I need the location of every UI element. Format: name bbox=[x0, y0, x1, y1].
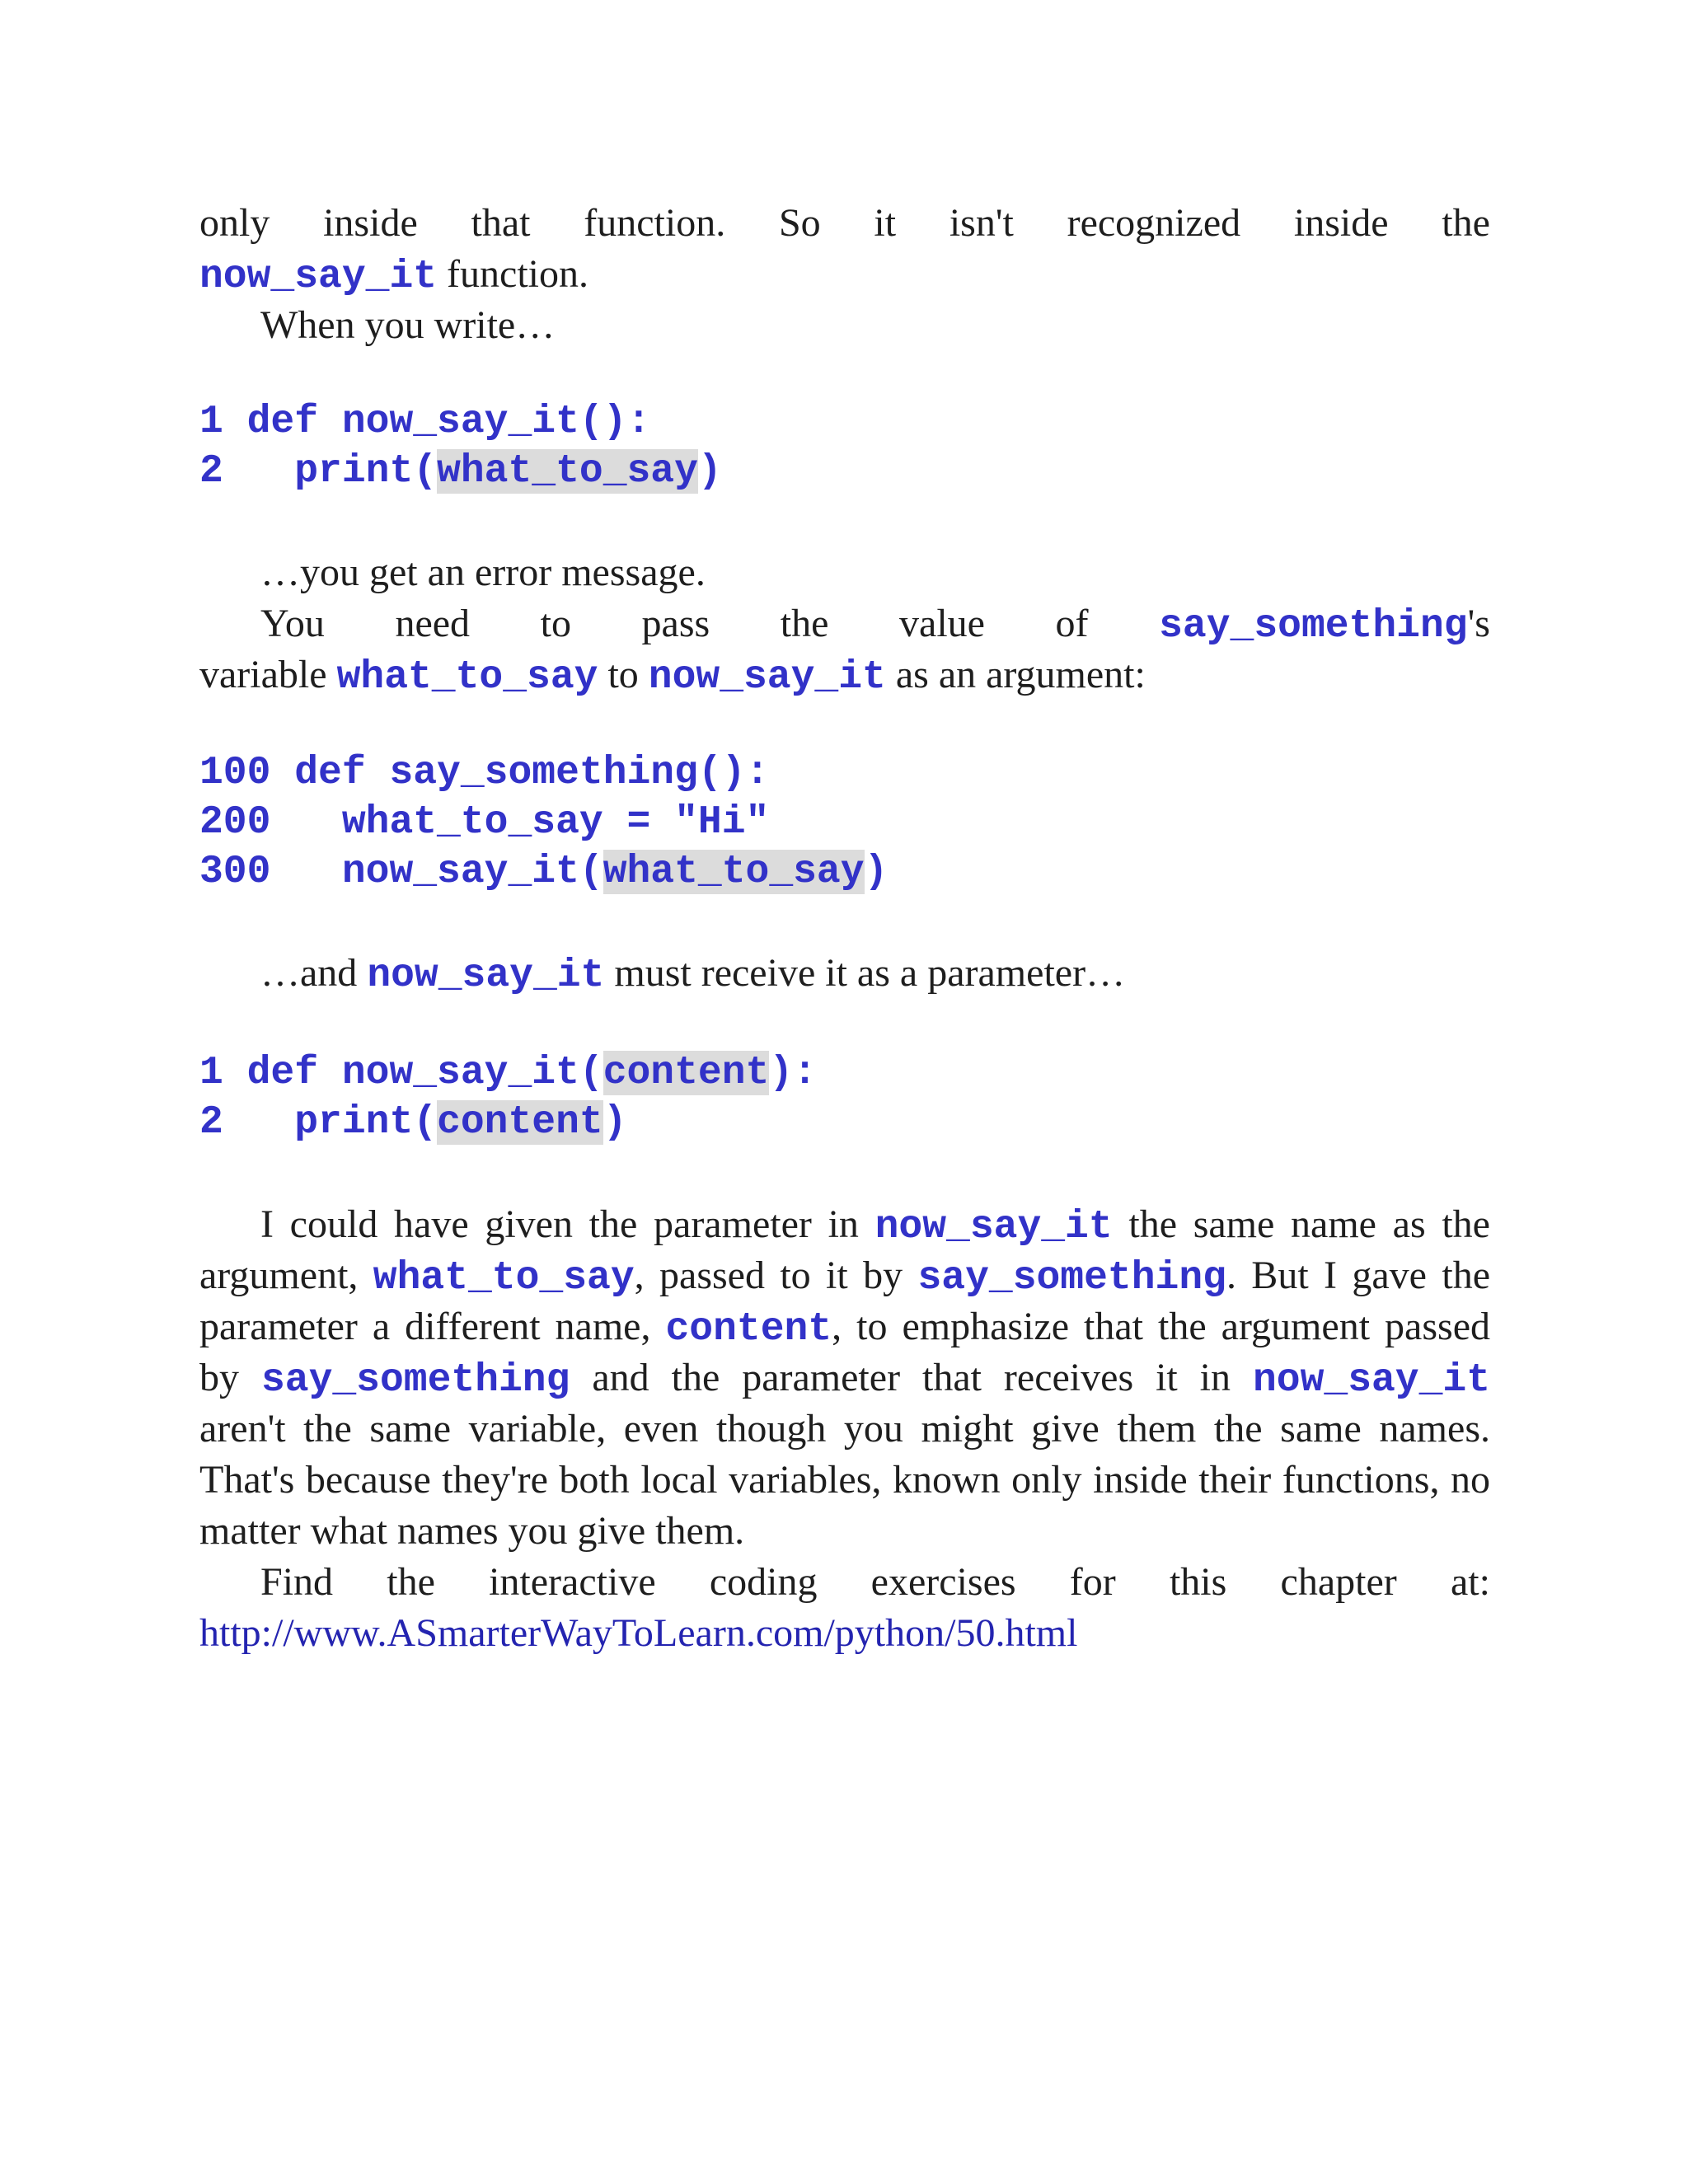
explanation-paragraph bbox=[199, 1199, 1490, 1557]
code-line bbox=[199, 847, 888, 897]
middle-paragraph bbox=[199, 547, 1490, 701]
line-number: 100 bbox=[199, 751, 271, 795]
word: isn't bbox=[949, 201, 1014, 245]
word: value bbox=[899, 602, 985, 645]
word: You bbox=[260, 602, 325, 645]
code-text: ) bbox=[603, 1100, 627, 1145]
find-line bbox=[199, 1557, 1490, 1608]
line-number: 1 bbox=[199, 1051, 223, 1095]
text-span: argument, bbox=[199, 1254, 373, 1297]
inline-code: now_say_it bbox=[874, 1205, 1113, 1249]
inline-code: say_something bbox=[260, 1358, 570, 1403]
when-you-write: When you write… bbox=[260, 303, 556, 347]
code-line bbox=[199, 748, 888, 798]
word: for bbox=[1069, 1560, 1116, 1604]
highlighted-code: what_to_say bbox=[437, 449, 698, 494]
word: Find bbox=[260, 1560, 334, 1604]
code-text: ) bbox=[697, 449, 722, 494]
exercises-link[interactable]: http://www.ASmarterWayToLearn.com/python/50.html bbox=[199, 1611, 1078, 1655]
code-text: ) bbox=[864, 850, 889, 894]
word bbox=[1159, 598, 1490, 649]
find-paragraph bbox=[199, 1557, 1490, 1659]
link-line bbox=[199, 1608, 1490, 1659]
paragraph-line bbox=[199, 1352, 1490, 1404]
inline-code: say_something bbox=[1159, 604, 1468, 649]
word: coding bbox=[709, 1560, 818, 1604]
text-span: as an argument: bbox=[885, 653, 1146, 696]
word: pass bbox=[641, 602, 710, 645]
code-text: what_to_say = "Hi" bbox=[270, 800, 770, 845]
code-line bbox=[199, 397, 722, 447]
text-span: …and bbox=[260, 951, 368, 995]
inline-code: now_say_it bbox=[367, 954, 605, 998]
word: that bbox=[471, 201, 531, 245]
word: to bbox=[540, 602, 571, 645]
highlighted-code: content bbox=[437, 1100, 603, 1145]
word: the bbox=[1442, 201, 1490, 245]
word: the bbox=[780, 602, 829, 645]
word: this bbox=[1169, 1560, 1227, 1604]
code-block-2 bbox=[199, 748, 888, 897]
text-span: the same name as the bbox=[1112, 1202, 1490, 1246]
word: need bbox=[395, 602, 471, 645]
and-paragraph bbox=[199, 948, 1490, 999]
code-text: print( bbox=[223, 1100, 438, 1145]
word: of bbox=[1055, 602, 1089, 645]
intro-paragraph bbox=[199, 198, 1490, 351]
code-text: def now_say_it( bbox=[223, 1051, 603, 1095]
line-number: 300 bbox=[199, 850, 271, 894]
code-line bbox=[199, 447, 722, 496]
inline-code: now_say_it bbox=[199, 255, 438, 299]
paragraph-line: That's because they're both local variables, known only inside their functions, no bbox=[199, 1458, 1490, 1502]
text-span: must receive it as a parameter… bbox=[604, 951, 1126, 995]
code-text: def now_say_it(): bbox=[223, 400, 651, 444]
word: chapter bbox=[1280, 1560, 1397, 1604]
and-line bbox=[199, 948, 1490, 999]
word: function. bbox=[584, 201, 726, 245]
text-span: function. bbox=[437, 252, 589, 296]
paragraph-line bbox=[199, 1199, 1490, 1250]
intro-line-1 bbox=[199, 198, 1490, 249]
inline-code: now_say_it bbox=[1252, 1358, 1491, 1403]
variable-line bbox=[199, 649, 1490, 701]
intro-line-2 bbox=[199, 249, 1490, 300]
code-block-3 bbox=[199, 1048, 817, 1147]
text-span: by bbox=[199, 1356, 261, 1399]
word: the bbox=[387, 1560, 435, 1604]
word: recognized bbox=[1067, 201, 1241, 245]
text-span: to bbox=[598, 653, 649, 696]
text-span: and the parameter that receives it in bbox=[570, 1356, 1253, 1399]
text-span: , to emphasize that the argument passed bbox=[832, 1305, 1491, 1348]
code-text: ): bbox=[769, 1051, 817, 1095]
text-span: 's bbox=[1467, 602, 1490, 645]
text-span: , passed to it by bbox=[634, 1254, 918, 1297]
code-line bbox=[199, 798, 888, 847]
code-block-1 bbox=[199, 397, 722, 496]
paragraph-line: aren't the same variable, even though you might give them the same names. bbox=[199, 1407, 1490, 1451]
highlighted-code: what_to_say bbox=[603, 850, 865, 894]
code-text: def say_something(): bbox=[270, 751, 770, 795]
text-span: . But I gave the bbox=[1226, 1254, 1490, 1297]
text-span: parameter a different name, bbox=[199, 1305, 666, 1348]
word: exercises bbox=[870, 1560, 1016, 1604]
word: it bbox=[874, 201, 897, 245]
word: interactive bbox=[489, 1560, 656, 1604]
code-text: now_say_it( bbox=[270, 850, 603, 894]
code-line bbox=[199, 1048, 817, 1098]
code-text: print( bbox=[223, 449, 438, 494]
code-line bbox=[199, 1098, 817, 1147]
highlighted-code: content bbox=[603, 1051, 770, 1095]
inline-code: now_say_it bbox=[648, 655, 886, 700]
need-line bbox=[199, 598, 1490, 649]
word: So bbox=[778, 201, 821, 245]
text-span: I could have given the parameter in bbox=[260, 1202, 875, 1246]
line-number: 2 bbox=[199, 1100, 223, 1145]
inline-code: content bbox=[665, 1307, 832, 1352]
word: inside bbox=[323, 201, 418, 245]
error-message-line: …you get an error message. bbox=[260, 551, 706, 594]
paragraph-line: matter what names you give them. bbox=[199, 1509, 745, 1553]
text-span: variable bbox=[199, 653, 337, 696]
word: inside bbox=[1293, 201, 1389, 245]
inline-code: what_to_say bbox=[373, 1256, 635, 1301]
line-number: 1 bbox=[199, 400, 223, 444]
word: at: bbox=[1450, 1560, 1490, 1604]
inline-code: what_to_say bbox=[336, 655, 598, 700]
line-number: 200 bbox=[199, 800, 271, 845]
word: only bbox=[199, 201, 270, 245]
line-number: 2 bbox=[199, 449, 223, 494]
paragraph-line bbox=[199, 1301, 1490, 1352]
inline-code: say_something bbox=[917, 1256, 1226, 1301]
paragraph-line bbox=[199, 1250, 1490, 1301]
